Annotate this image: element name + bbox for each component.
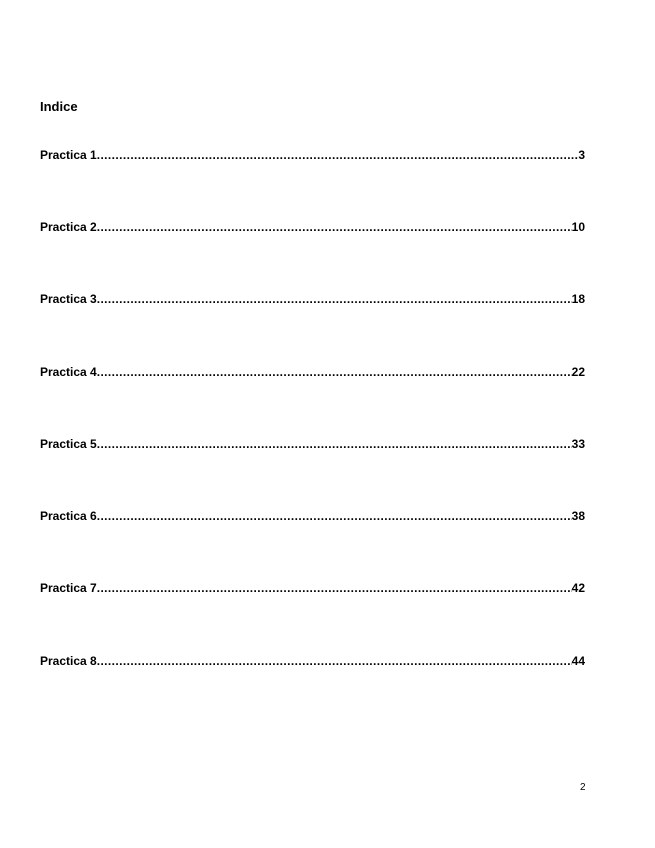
toc-entry-page: 3 <box>578 148 585 162</box>
toc-dot-leader <box>97 437 572 452</box>
toc-entry-page: 22 <box>571 365 585 379</box>
toc-entry-page: 18 <box>571 292 585 306</box>
toc-dot-leader <box>97 148 579 163</box>
toc-entry-label: Practica 6 <box>40 509 97 523</box>
toc-entry-page: 33 <box>571 437 585 451</box>
toc-entry[interactable] <box>40 581 585 596</box>
toc-dot-leader <box>97 581 572 596</box>
toc-entry-label: Practica 2 <box>40 220 97 234</box>
toc-heading: Indice <box>40 99 78 114</box>
toc-dot-leader <box>97 509 572 524</box>
toc-entry-label: Practica 5 <box>40 437 97 451</box>
toc-entry-label: Practica 3 <box>40 292 97 306</box>
toc-entry[interactable] <box>40 654 585 669</box>
toc-entry[interactable] <box>40 509 585 524</box>
toc-entry-page: 10 <box>571 220 585 234</box>
toc-entry-label: Practica 8 <box>40 654 97 668</box>
toc-entry[interactable] <box>40 437 585 452</box>
toc-entry-label: Practica 1 <box>40 148 97 162</box>
toc-dot-leader <box>97 292 572 307</box>
toc-entry[interactable] <box>40 292 585 307</box>
toc-dot-leader <box>97 220 572 235</box>
toc-entry-page: 42 <box>571 581 585 595</box>
toc-entry-page: 38 <box>571 509 585 523</box>
toc-entry[interactable] <box>40 148 585 163</box>
toc-entry-label: Practica 4 <box>40 365 97 379</box>
toc-entry[interactable] <box>40 365 585 380</box>
toc-entry-label: Practica 7 <box>40 581 97 595</box>
page-number: 2 <box>580 782 586 793</box>
toc-entry-page: 44 <box>571 654 585 668</box>
toc-entry[interactable] <box>40 220 585 235</box>
toc-dot-leader <box>97 365 572 380</box>
toc-dot-leader <box>97 654 572 669</box>
